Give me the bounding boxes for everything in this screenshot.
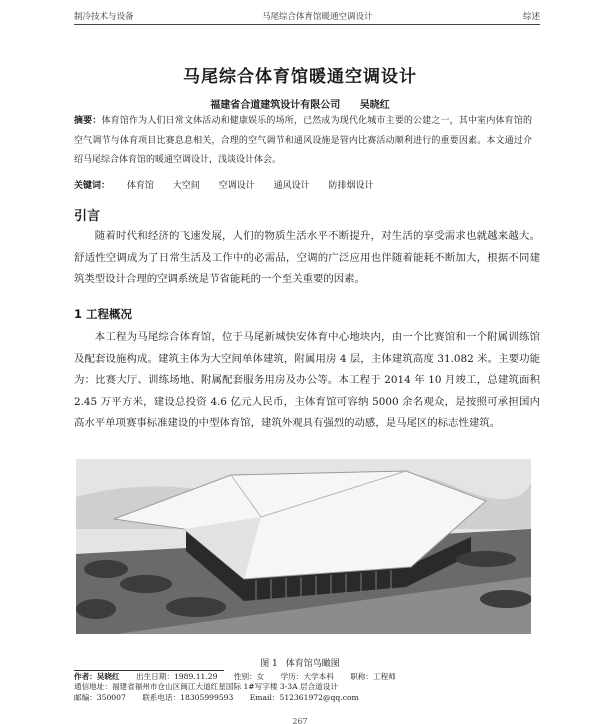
postcode-label: 邮编： bbox=[74, 692, 97, 702]
overview-paragraph: 本工程为马尾综合体育馆，位于马尾新城快安体育中心地块内，由一个比赛馆和一个附属训练馆及配套设施构成。建筑主体为大空间单体建筑，附属用房 4 层，主体建筑高度 31.082 米。主要功能为：比赛大厅、训练场地、附属配套服务用房及办公等。本工程于 2014 年 10 月竣工，总建筑面积 2.45 万平方米，建设总投资 4.6 亿元人民币，主体育馆可容纳 5000 余名观众，是按照可承担国内高水平单项赛事标准建设的中型体育馆，建筑外观具有强烈的动感，是马尾区的标志性建筑。 bbox=[74, 331, 540, 429]
affiliation: 福建省合道建筑设计有限公司 bbox=[210, 100, 341, 111]
keyword: 防排烟设计 bbox=[328, 181, 374, 191]
address-label: 通信地址： bbox=[74, 682, 112, 692]
job-title-value: 工程师 bbox=[373, 672, 396, 681]
stadium-illustration bbox=[76, 459, 531, 634]
intro-heading: 引言 bbox=[74, 209, 101, 224]
keywords bbox=[74, 178, 532, 191]
intro-paragraph: 随着时代和经济的飞速发展，人们的物质生活水平不断提升，对生活的享受需求也就越来越大。舒适性空调成为了日常生活及工作中的必需品，空调的广泛应用也伴随着能耗不断加大，根据不同建筑类型设计合理的空调系统是节省能耗的一个至关重要的因素。 bbox=[74, 230, 540, 285]
footnote-line-2 bbox=[74, 682, 544, 692]
abstract-label: 摘要： bbox=[74, 116, 102, 126]
section-label: 综述 bbox=[522, 12, 540, 22]
gender-label: 性别： bbox=[233, 672, 257, 681]
footnote-line-3 bbox=[74, 693, 544, 703]
birth-label: 出生日期： bbox=[135, 672, 174, 681]
email-label: Email： bbox=[249, 692, 280, 702]
article-title: 马尾综合体育馆暖通空调设计 bbox=[183, 67, 417, 87]
postcode-value: 350007 bbox=[96, 692, 126, 702]
education-label: 学历： bbox=[280, 672, 304, 681]
job-title-label: 职称： bbox=[350, 672, 374, 681]
keyword: 空调设计 bbox=[218, 181, 255, 191]
gender-value: 女 bbox=[256, 672, 265, 681]
figure-caption bbox=[0, 656, 600, 669]
phone-value: 18305999593 bbox=[180, 692, 234, 702]
author-footnote bbox=[74, 672, 544, 703]
overview-heading: 1 工程概况 bbox=[74, 307, 133, 321]
footnote-rule bbox=[74, 670, 224, 671]
keyword: 通风设计 bbox=[273, 181, 310, 191]
birth-value: 1989.11.29 bbox=[173, 672, 218, 681]
phone-label: 联系电话： bbox=[142, 692, 181, 702]
address-value: 福建省福州市仓山区闽江大道红星国际 1#写字楼 3-3A 层合道设计 bbox=[111, 682, 338, 692]
email-value: 512361972@qq.com bbox=[279, 692, 359, 702]
abstract-text: 体育馆作为人们日常文体活动和健康娱乐的场所，已然成为现代化城市主要的公建之一，其中室内体育馆的空气调节与体育项目比赛息息相关，合理的空气调节和通风设施是管内比赛活动顺利进行的重要因素。本文通过介绍马尾综合体育馆的暖通空调设计，浅谈设计体会。 bbox=[74, 116, 532, 165]
footnote-line-1 bbox=[74, 672, 544, 682]
author-label: 作者： bbox=[74, 672, 97, 681]
keywords-label: 关键词： bbox=[74, 181, 111, 191]
stadium-aerial-photo bbox=[76, 459, 531, 634]
education-value: 大学本科 bbox=[303, 672, 334, 681]
running-title: 马尾综合体育馆暖通空调设计 bbox=[262, 12, 373, 22]
page-number: 267 bbox=[292, 717, 308, 724]
figure-number: 图 1 bbox=[260, 659, 278, 669]
journal-name: 制冷技术与设备 bbox=[74, 12, 134, 22]
byline bbox=[0, 96, 600, 111]
author-value: 吴晓红 bbox=[96, 672, 120, 681]
abstract bbox=[74, 112, 532, 171]
figure-caption-text: 体育馆鸟瞰图 bbox=[285, 659, 340, 669]
keyword: 大空间 bbox=[172, 181, 200, 191]
header-rule bbox=[74, 24, 540, 25]
keyword: 体育馆 bbox=[126, 181, 154, 191]
author-name: 吴晓红 bbox=[359, 100, 390, 111]
